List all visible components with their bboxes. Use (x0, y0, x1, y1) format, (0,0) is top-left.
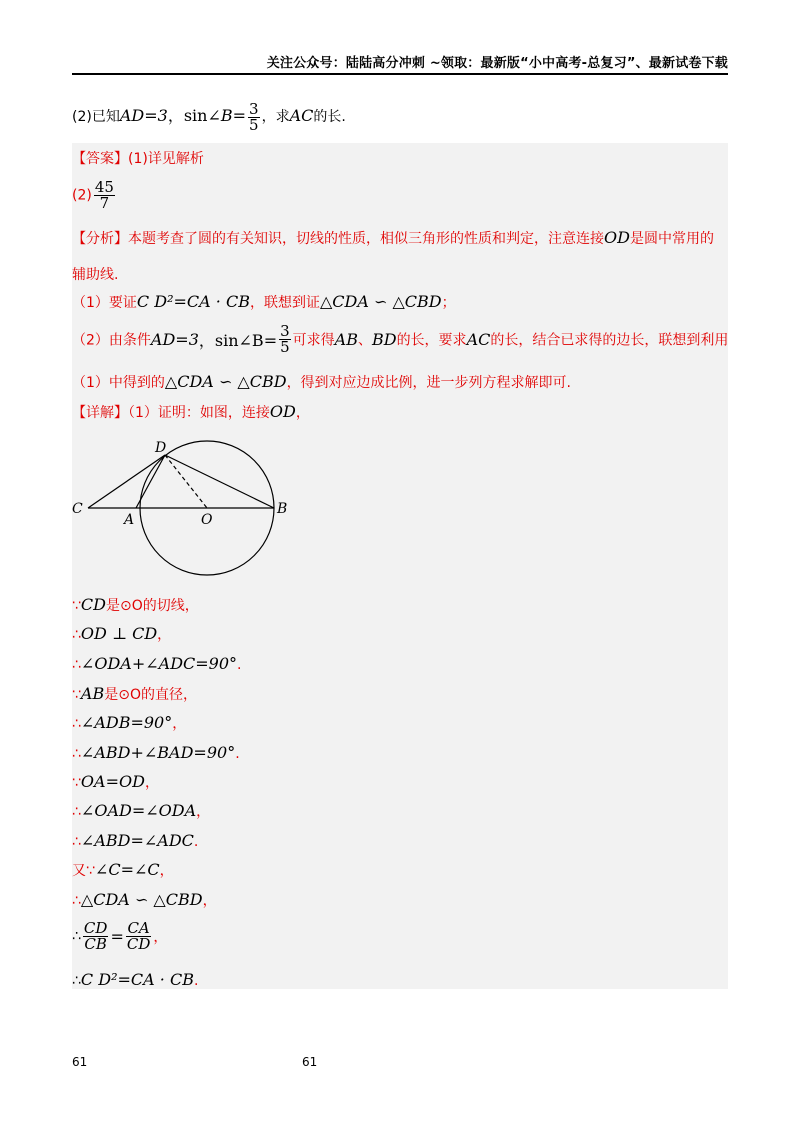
proof-step: 又∵∠C=∠C， (72, 860, 174, 879)
detail-intro: 【详解】（1）证明：如图，连接OD， (72, 402, 310, 421)
question-part-2: (2)已知AD=3，sin∠B= $\frac{3}{5}$ ，求AC的长. (72, 99, 346, 134)
proof-step: ∵CD是⊙O的切线， (72, 595, 199, 614)
label-a: A (124, 512, 135, 528)
tangent-cd (88, 455, 165, 508)
proof-conclusion: ∴C D²=CA · CB. (72, 970, 199, 989)
fraction-3-5: $\frac{3}{5}$ (249, 99, 259, 134)
proof-step: ∴∠OAD=∠ODA， (72, 801, 211, 820)
header-divider (72, 73, 728, 75)
segment-da (136, 455, 165, 508)
proof-step: ∴△CDA ∽ △CBD， (72, 890, 217, 909)
label-b: B (277, 501, 288, 517)
fraction-ca-cd: $\frac{CA}{CD}$ (126, 919, 151, 953)
analysis-line-2: 辅助线. (72, 267, 119, 283)
proof-step: ∵AB是⊙O的直径， (72, 684, 197, 703)
proof-step: ∴∠ADB=90°， (72, 713, 187, 732)
radius-od (165, 455, 207, 508)
page-number-center: 61 (302, 1055, 318, 1069)
proof-step: ∴∠ABD+∠BAD=90°. (72, 743, 240, 762)
segment-db (165, 455, 274, 508)
label-o: O (201, 512, 213, 528)
analysis-step-1: （1）要证C D²=CA · CB，联想到证△CDA ∽ △CBD； (72, 292, 456, 311)
analysis-step-3: （1）中得到的△CDA ∽ △CBD，得到对应边成比例，进一步列方程求解即可. (72, 372, 572, 391)
proof-step: ∵OA=OD， (72, 772, 159, 791)
answer-part2: (2) $\frac{45}{7}$ (72, 178, 114, 212)
circle-tangent-diagram (68, 440, 298, 590)
proof-ratio: ∴ $\frac{CD}{CB}$ = $\frac{CA}{CD}$ ， (72, 919, 168, 953)
fraction-45-7: $\frac{45}{7}$ (94, 178, 114, 212)
analysis-step-2: （2）由条件AD=3，sin∠B= $\frac{3}{5}$ 可求得AB、BD的长，要求AC的长，结合已求得的边长，联想到利用 (72, 322, 729, 356)
proof-step: ∴OD ⊥ CD， (72, 624, 172, 643)
analysis-line-1: 【分析】本题考查了圆的有关知识，切线的性质，相似三角形的性质和判定，注意连接OD是圆中常用的 (72, 228, 714, 247)
fraction-3-5-b: $\frac{3}{5}$ (280, 322, 290, 356)
page-number-left: 61 (72, 1055, 88, 1069)
proof-step: ∴∠ABD=∠ADC. (72, 831, 199, 850)
label-d: D (155, 440, 167, 456)
page-header: 关注公众号：陆陆高分冲刺 ~领取：最新版“小中高考-总复习”、最新试卷下载 (266, 56, 728, 71)
answer-line: 【答案】(1)详见解析 (72, 151, 204, 167)
proof-step: ∴∠ODA+∠ADC=90°. (72, 654, 242, 673)
label-c: C (72, 501, 83, 517)
fraction-cd-cb: $\frac{CD}{CB}$ (83, 919, 108, 953)
